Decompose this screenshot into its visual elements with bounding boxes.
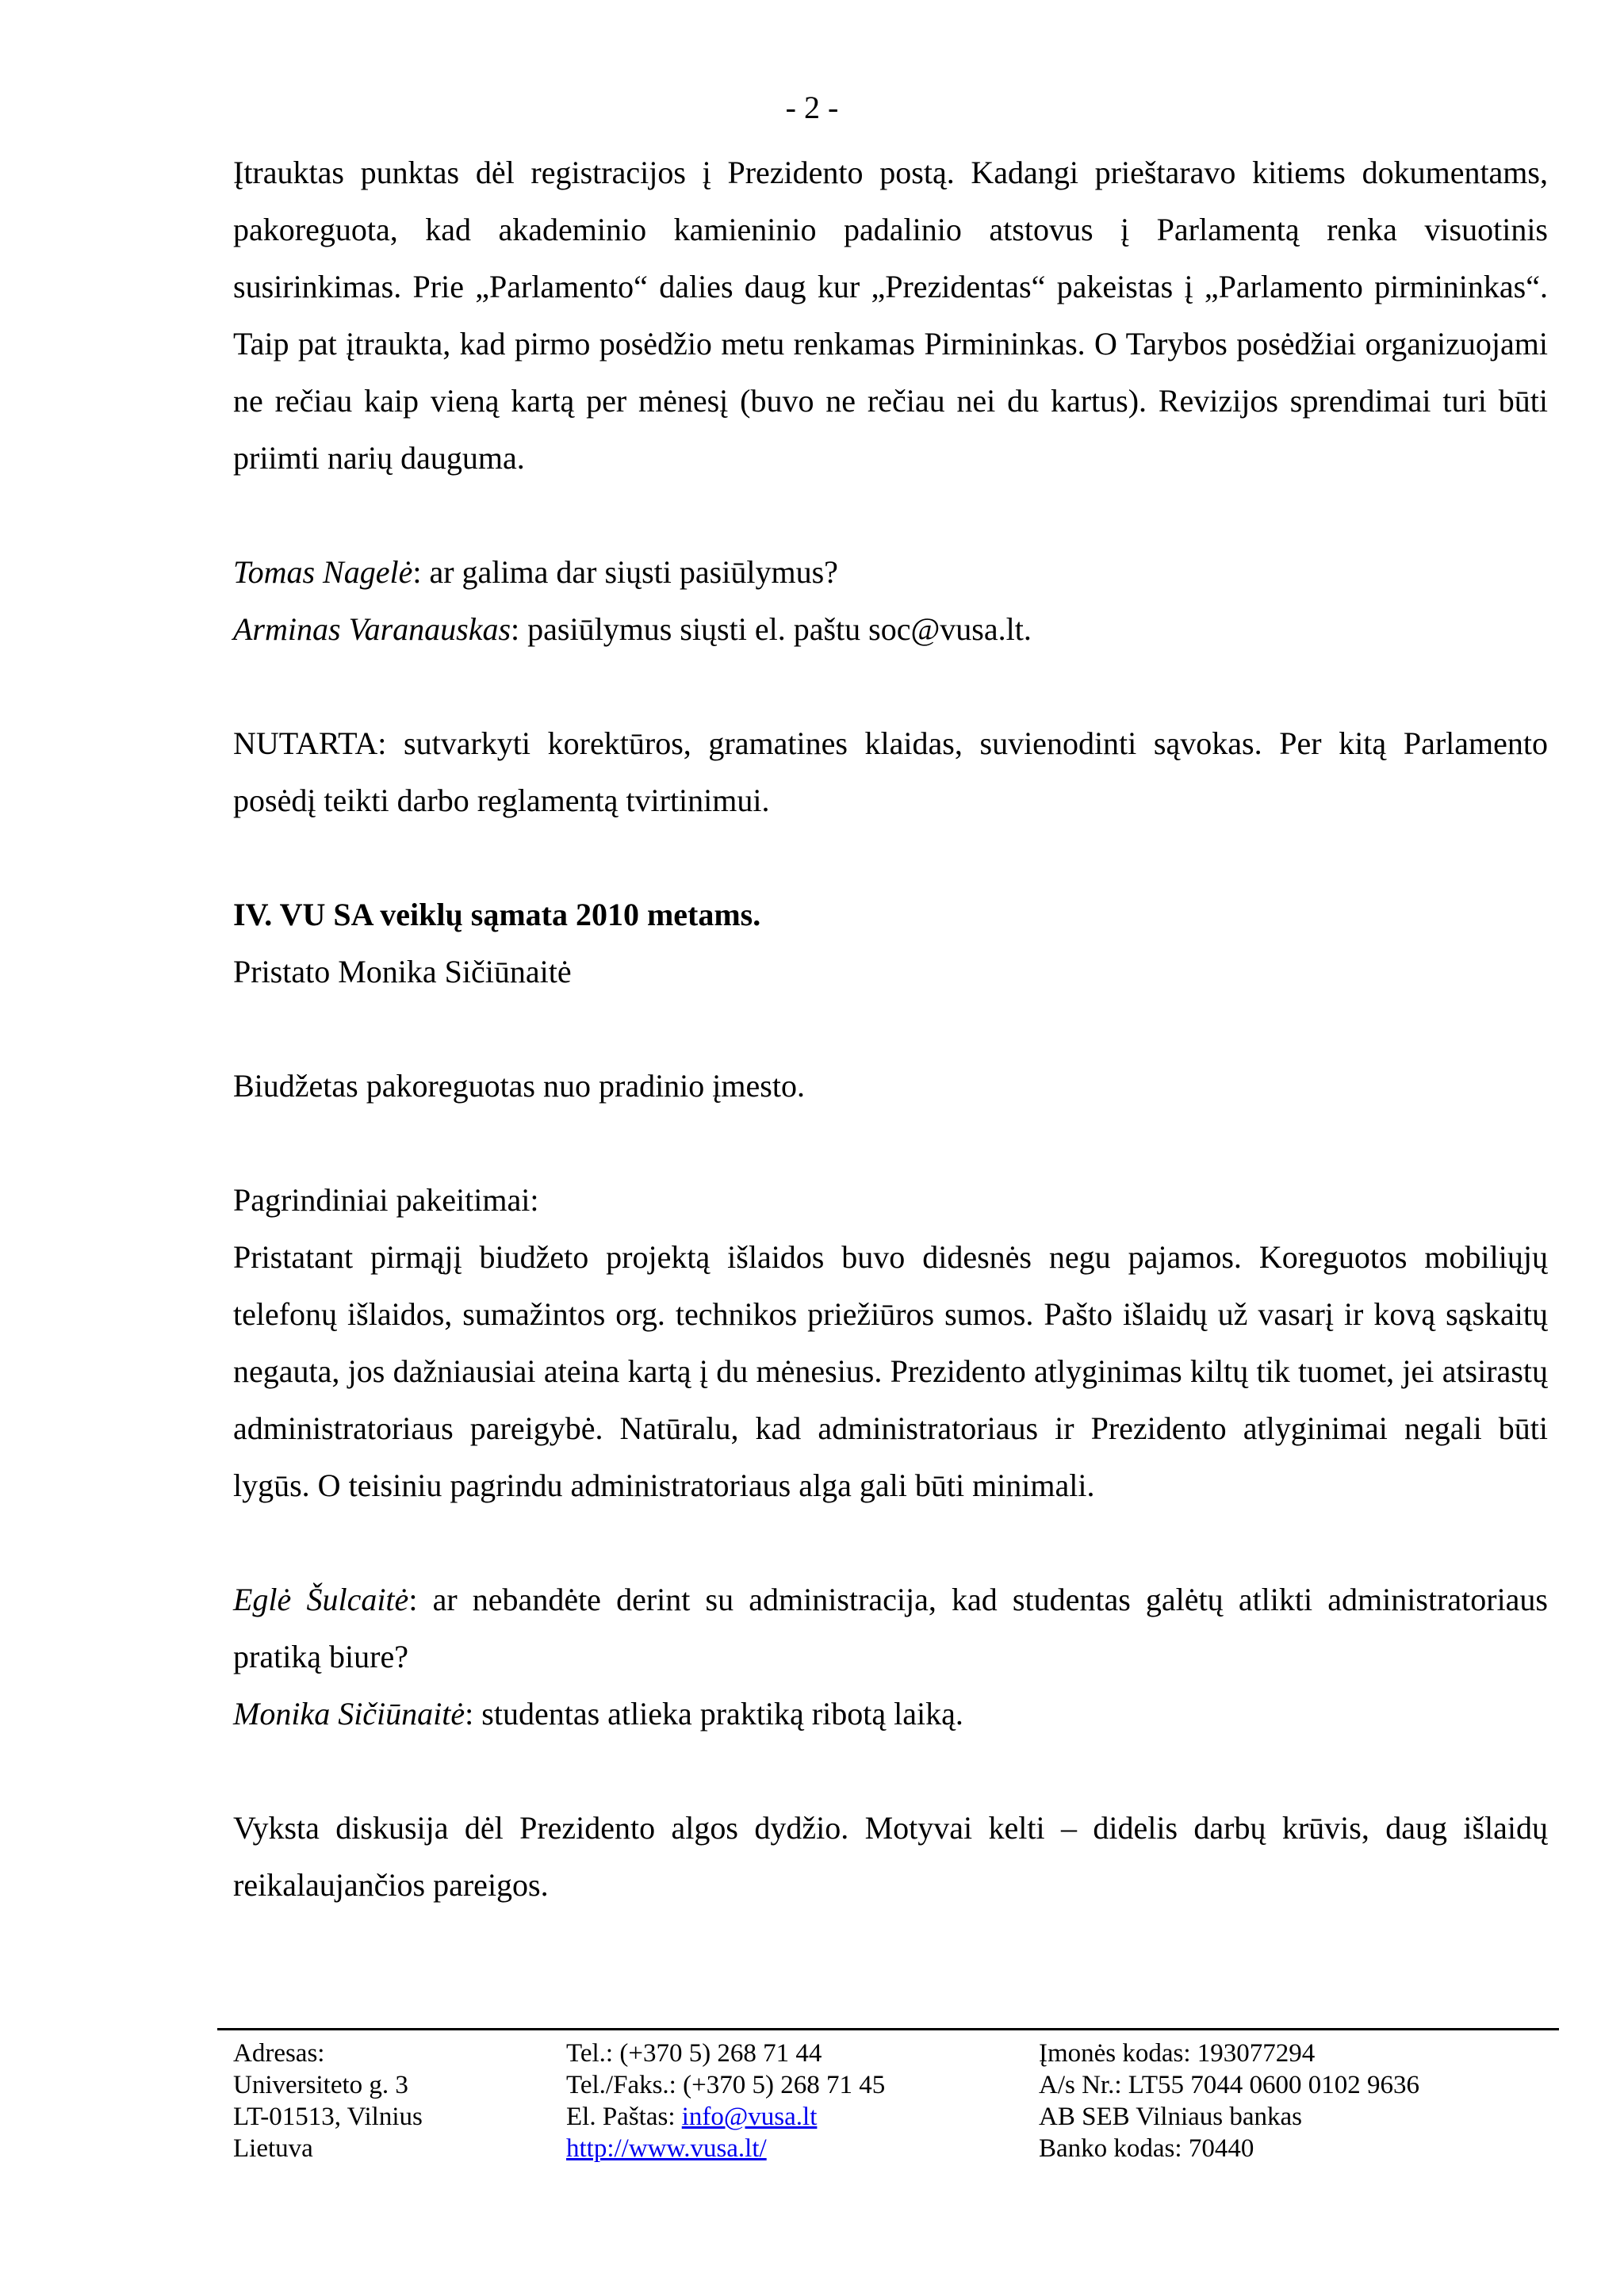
spacer xyxy=(233,1115,1548,1172)
footer-address-label: Adresas: xyxy=(233,2039,325,2068)
speaker-name: Tomas Nagelė xyxy=(233,554,413,590)
paragraph-discussion: Vyksta diskusija dėl Prezidento algos dydžio. Motyvai kelti – didelis darbų krūvis, daug išlaidų reikalaujančios pareigos. xyxy=(233,1810,1548,1903)
spacer xyxy=(233,487,1548,544)
speaker-name: Monika Sičiūnaitė xyxy=(233,1696,465,1732)
speaker-name: Eglė Šulcaitė xyxy=(233,1582,409,1617)
section-heading: IV. VU SA veiklų sąmata 2010 metams. xyxy=(233,897,761,932)
page-number: - 2 - xyxy=(785,90,839,125)
footer-divider xyxy=(217,2028,1559,2030)
footer xyxy=(233,2038,1565,2164)
footer-bank-code: Banko kodas: 70440 xyxy=(1039,2134,1254,2163)
dialogue-line-question-1 xyxy=(233,544,1548,601)
dialogue-line-question-2 xyxy=(233,1571,1548,1686)
dialogue-line-answer-2 xyxy=(233,1686,1548,1743)
footer-street: Universiteto g. 3 xyxy=(233,2071,408,2099)
document-body xyxy=(233,144,1548,1914)
spacer xyxy=(233,829,1548,886)
paragraph-decision: NUTARTA: sutvarkyti korektūros, gramatines klaidas, suvienodinti sąvokas. Per kitą Parlamento posėdį teikti darbo reglamentą tvirtinimui. xyxy=(233,725,1548,818)
paragraph-budget: Biudžetas pakoreguotas nuo pradinio įmesto. xyxy=(233,1068,805,1104)
spacer xyxy=(233,1743,1548,1800)
spacer xyxy=(233,658,1548,715)
footer-email-label: El. Paštas: xyxy=(566,2103,682,2131)
spacer xyxy=(233,1001,1548,1058)
footer-bank-account: A/s Nr.: LT55 7044 0600 0102 9636 xyxy=(1039,2071,1420,2099)
paragraph-registration: Įtrauktas punktas dėl registracijos į Prezidento postą. Kadangi prieštaravo kitiems dokumentams, pakoreguota, kad akademinio kamieninio padalinio atstovus į Parlamentą renka visuotinis susirinkimas. Prie „Parlamento“ dalies daug kur „Prezidentas“ pakeistas į „Parlamento pirmininkas“. Taip pat įtraukta, kad pirmo posėdžio metu renkamas Pirmininkas. O Tarybos posėdžiai organizuojami ne rečiau kaip vieną kartą per mėnesį (buvo ne rečiau nei du kartus). Revizijos sprendimai turi būti priimti narių dauguma. xyxy=(233,155,1548,476)
footer-company-code: Įmonės kodas: 193077294 xyxy=(1039,2039,1316,2068)
dialogue-line-answer-1 xyxy=(233,601,1548,658)
footer-country: Lietuva xyxy=(233,2134,313,2163)
spacer xyxy=(233,1514,1548,1571)
footer-contacts xyxy=(566,2038,885,2164)
footer-city: LT-01513, Vilnius xyxy=(233,2103,423,2131)
footer-email-link[interactable]: info@vusa.lt xyxy=(681,2103,818,2131)
footer-company-info xyxy=(1039,2038,1419,2164)
footer-website-link[interactable]: http://www.vusa.lt/ xyxy=(566,2134,767,2163)
footer-website-line xyxy=(566,2133,885,2164)
footer-fax: Tel./Faks.: (+370 5) 268 71 45 xyxy=(566,2071,886,2099)
speech-text: : ar galima dar siųsti pasiūlymus? xyxy=(412,554,838,590)
footer-phone: Tel.: (+370 5) 268 71 44 xyxy=(566,2039,822,2068)
footer-email-line xyxy=(566,2101,885,2133)
paragraph-changes: Pristatant pirmąjį biudžeto projektą išlaidos buvo didesnės negu pajamos. Koreguotos mobiliųjų telefonų išlaidos, sumažintos org. technikos priežiūros sumos. Pašto išlaidų už vasarį ir kovą sąskaitų negauta, jos dažniausiai ateina kartą į du mėnesius. Prezidento atlyginimas kiltų tik tuomet, jei atsirastų administratoriaus pareigybė. Natūralu, kad administratoriaus ir Prezidento atlyginimai negali būti lygūs. O teisiniu pagrindu administratoriaus alga gali būti minimali. xyxy=(233,1239,1548,1503)
changes-title: Pagrindiniai pakeitimai: xyxy=(233,1182,539,1218)
speaker-name: Arminas Varanauskas xyxy=(233,611,511,647)
speech-text: : ar nebandėte derint su administracija, kad studentas galėtų atlikti administratoriaus pratiką biure? xyxy=(233,1582,1549,1674)
presenter-line: Pristato Monika Sičiūnaitė xyxy=(233,954,572,989)
footer-address xyxy=(233,2038,423,2164)
speech-text: : studentas atlieka praktiką ribotą laiką. xyxy=(465,1696,963,1732)
footer-bank-name: AB SEB Vilniaus bankas xyxy=(1039,2103,1302,2131)
speech-text: : pasiūlymus siųsti el. paštu soc@vusa.lt. xyxy=(511,611,1032,647)
